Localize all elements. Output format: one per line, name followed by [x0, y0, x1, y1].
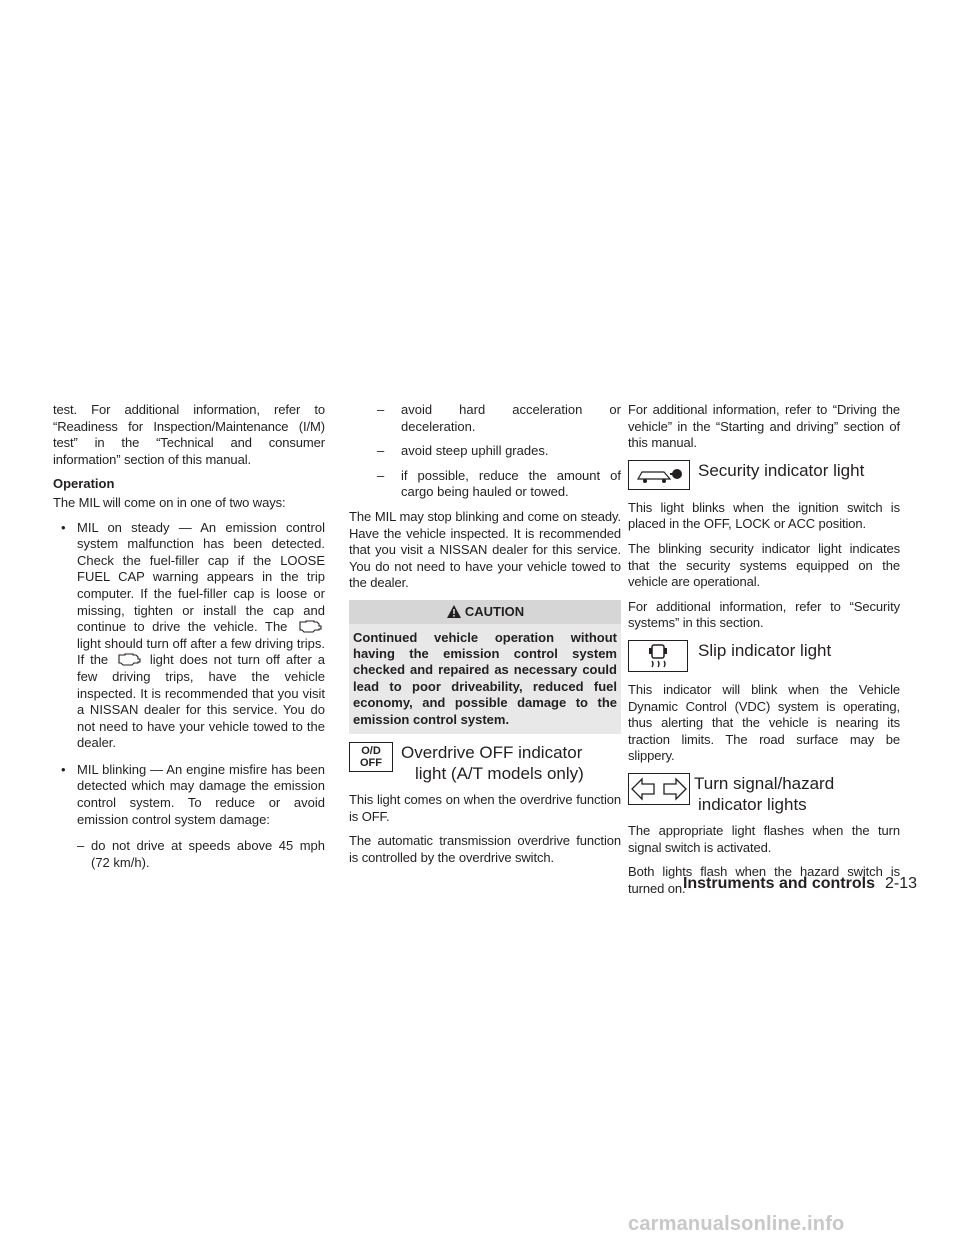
dash-item-acceleration: – avoid hard acceleration or deceleration. [377, 402, 621, 434]
turn-signal-paragraph-1: The appropriate light flashes when the turn signal switch is activated. [628, 822, 900, 855]
security-paragraph-3: For additional information, refer to “Security systems” in this section. [628, 598, 900, 631]
overdrive-icon-line1: O/D [361, 744, 381, 757]
dash-item-grades: – avoid steep uphill grades. [377, 443, 549, 459]
mil-steady-paragraph: The MIL may stop blinking and come on steady. Have the vehicle inspected. It is recommended that you visit a NISSAN dealer for this service. You do not need to have your vehicle towed to the dealer. [349, 508, 621, 591]
bullet-mil-blinking-text: MIL blinking — An engine misfire has been detected which may damage the emission control system. To reduce or avoid emission control system damage: [77, 761, 325, 827]
bullet-mil-blinking: • MIL blinking — An engine misfire has been detected which may damage the emission control system. To reduce or avoid emission control system damage: [61, 761, 325, 827]
overdrive-icon-line2: OFF [360, 756, 382, 769]
footer-section-title: Instruments and controls [682, 875, 875, 892]
page-footer [683, 876, 917, 893]
page-number: 2-13 [884, 875, 917, 892]
turn-signal-arrows-icon [628, 773, 690, 805]
caution-text: Continued vehicle operation without having the emission control system checked and repaired as necessary could lead to poor driveability, reduced fuel economy, and possible damage to the emission control system. [353, 629, 617, 727]
caution-box [349, 600, 621, 734]
engine-check-icon [295, 619, 325, 633]
overdrive-off-icon [349, 742, 393, 772]
warning-triangle-icon [446, 604, 462, 619]
bullet-mil-steady-text-c: light does not turn off after a few driving trips, have the vehicle inspected. It is recommended that you visit a NISSAN dealer for this service. You do not need to have your vehicle towed to the dealer. [77, 652, 325, 751]
security-heading [628, 460, 900, 492]
bullet-mil-steady: • MIL on steady — An emission control system malfunction has been detected. Check the fuel-filler cap if the LOOSE FUEL CAP warning appears in the trip computer. If the fuel-filler cap is loose or missing, tighten or install the cap and continue to drive the vehicle. The light should turn off after a few driving trips. If the light does not turn off after a few driving trips, have the vehicle inspected. It is recommended that you visit a NISSAN dealer for this service. You do not need to have your vehicle towed to the dealer. [61, 519, 325, 751]
slip-heading [628, 640, 900, 674]
overdrive-off-heading [349, 742, 621, 784]
slip-paragraph: This indicator will blink when the Vehicle Dynamic Control (VDC) system is operating, thus alerting that the vehicle is nearing its traction limits. The road surface may be slippery. [628, 681, 900, 764]
security-title: Security indicator light [698, 460, 865, 480]
overdrive-paragraph-2: The automatic transmission overdrive function is controlled by the overdrive switch. [349, 833, 621, 865]
dash-item-speed-text: do not drive at speeds above 45 mph (72 km/h). [91, 838, 325, 870]
security-paragraph-1: This light blinks when the ignition switch is placed in the OFF, LOCK or ACC position. [628, 499, 900, 532]
column-left [53, 402, 325, 879]
bullet-mil-steady-text-a: MIL on steady — An emission control system malfunction has been detected. Check the fuel-filler cap if the LOOSE FUEL CAP warning appears in the trip computer. If the fuel-filler cap is loose or missing, tighten or install the cap and continue to drive the vehicle. The [77, 519, 325, 635]
column-right [628, 402, 900, 905]
operation-lead: The MIL will come on in one of two ways: [53, 494, 286, 510]
bullet-mil-steady-text-b: light should turn off after a few driving trips. If the [77, 635, 325, 668]
turn-signal-title-line2: indicator lights [698, 794, 807, 814]
turn-signal-title-line1: Turn signal/hazard [694, 773, 835, 793]
caution-label: CAUTION [464, 603, 525, 619]
slip-car-icon [628, 640, 688, 672]
dash-item-grades-text: avoid steep uphill grades. [401, 443, 549, 459]
operation-heading: Operation [53, 476, 115, 492]
dash-item-speed: – do not drive at speeds above 45 mph (72 km/h). [77, 838, 325, 870]
intro-paragraph: test. For additional information, refer to “Readiness for Inspection/Maintenance (I/M) test” in the “Technical and consumer information” section of this manual. [53, 402, 325, 467]
overdrive-paragraph-1: This light comes on when the overdrive function is OFF. [349, 791, 621, 824]
security-car-key-icon [628, 460, 690, 490]
caution-header [349, 600, 621, 624]
watermark: carmanualsonline.info [628, 1213, 845, 1235]
slip-title: Slip indicator light [698, 640, 832, 660]
column-middle [349, 402, 621, 874]
turn-signal-heading [628, 773, 900, 815]
overdrive-title-line1: Overdrive OFF indicator [401, 742, 583, 762]
dash-item-acceleration-text: avoid hard acceleration or deceleration. [401, 402, 621, 434]
dash-item-cargo-text: if possible, reduce the amount of cargo being hauled or towed. [401, 467, 621, 500]
engine-check-icon [114, 652, 144, 666]
security-paragraph-2: The blinking security indicator light indicates that the security systems equipped on the vehicle are operational. [628, 540, 900, 590]
turn-signal-paragraph-2: Both lights flash when the hazard switch is turned on. [628, 864, 900, 896]
dash-item-cargo: – if possible, reduce the amount of cargo being hauled or towed. [377, 467, 621, 500]
driving-reference-paragraph: For additional information, refer to “Driving the vehicle” in the “Starting and driving” section of this manual. [628, 402, 900, 451]
overdrive-title-line2: light (A/T models only) [415, 763, 584, 783]
